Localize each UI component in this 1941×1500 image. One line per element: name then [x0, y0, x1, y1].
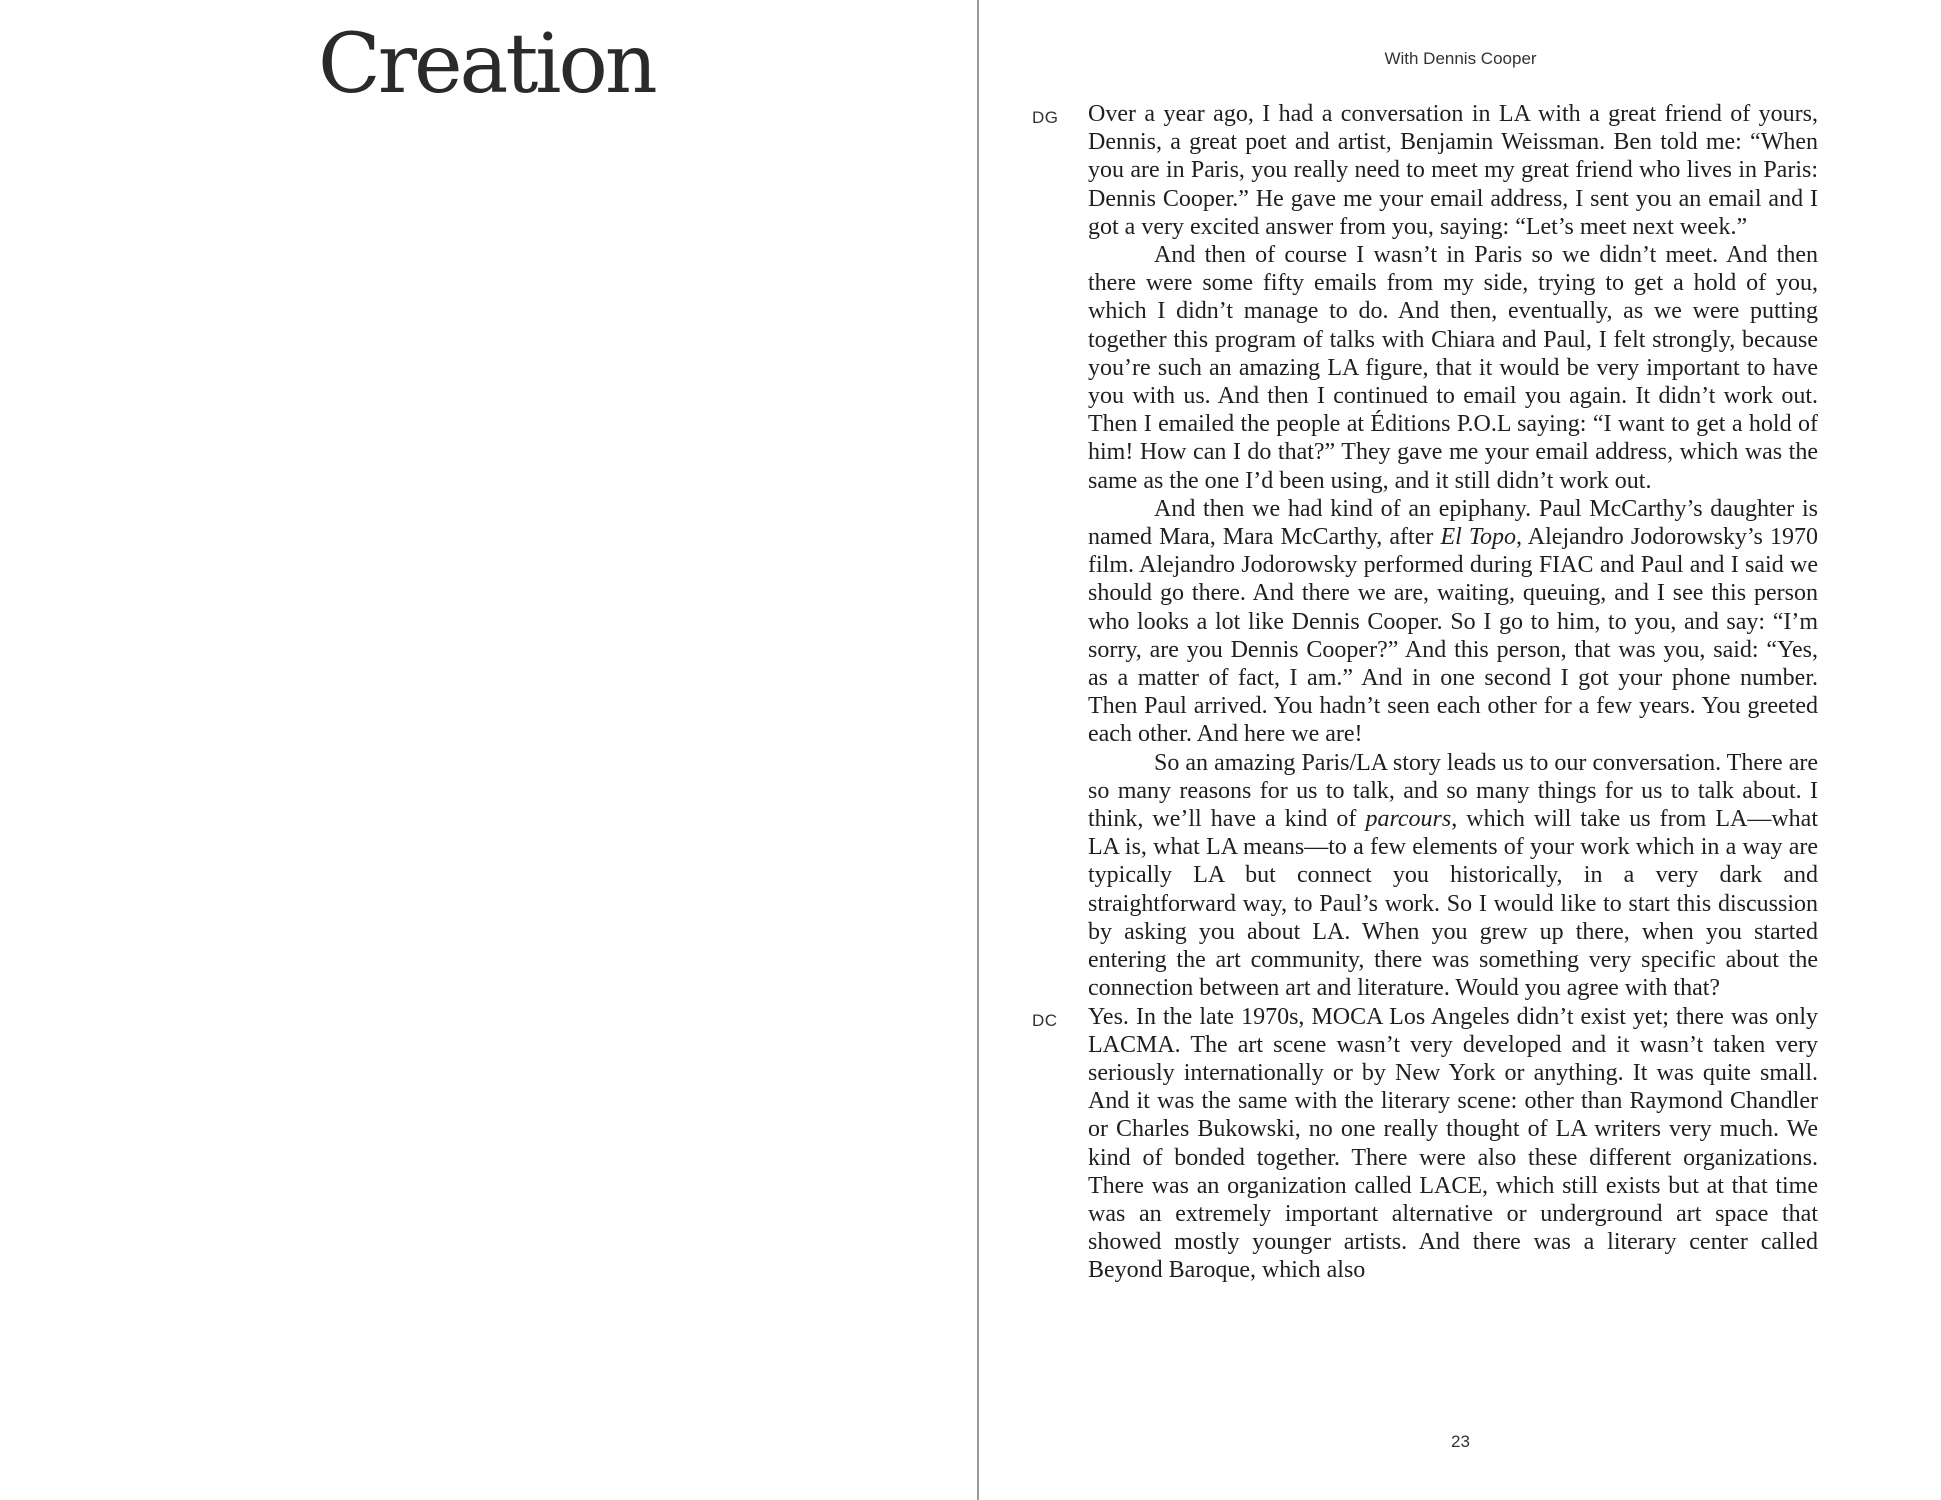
paragraph: [1088, 241, 1818, 495]
text-run: , which will take us from LA—what LA is, what LA means—to a few elements of your work which in a way are typically LA but connect you historically, in a very dark and straightforward way, to Paul’s work. So I would like to start this discussion by asking you about LA. When you grew up there, when you started entering the art community, there was something very specific about the connection between art and literature. Would you agree with that?: [1088, 806, 1818, 1002]
running-head: With Dennis Cooper: [1384, 49, 1537, 68]
italic-text-run: parcours: [1365, 806, 1452, 833]
text-run: Over a year ago, I had a conversation in LA with a great friend of yours, Dennis, a great poet and artist, Benjamin Weissman. Ben told me: “When you are in Paris, you really need to meet my great friend who lives in Paris: Dennis Cooper.” He gave me your email address, I sent you an email and I got a very excited answer from you, saying: “Let’s meet next week.”: [1088, 101, 1818, 240]
speech-block: [1032, 1003, 1818, 1285]
paragraph: [1088, 749, 1818, 1003]
paragraph: [1088, 495, 1818, 749]
text-run: Yes. In the late 1970s, MOCA Los Angeles didn’t exist yet; there was only LACMA. The art scene wasn’t very developed and it wasn’t taken very seriously internationally or by New York or anything. It was quite small. And it was the same with the literary scene: other than Raymond Chandler or Charles Bukowski, no one really thought of LA writers very much. We kind of bonded together. There were also these different organizations. There was an organization called LACE, which still exists but at that time was an extremely important alternative or underground art space that showed mostly younger artists. And there was a literary center called Beyond Baroque, which also: [1088, 1003, 1818, 1284]
speech-block: [1032, 100, 1818, 1003]
italic-text-run: El Topo: [1440, 524, 1517, 551]
speaker-initials: DC: [1032, 1010, 1058, 1030]
text-run: So an amazing Paris/LA story leads us to our conversation. There are so many reasons for us to talk, and so many things for us to talk about. I think, we’ll have a kind of: [1088, 749, 1818, 833]
text-run: And then of course I wasn’t in Paris so we didn’t meet. And then there were some fifty emails from my side, trying to get a hold of you, which I didn’t manage to do. And then, eventually, as we were putting together this program of talks with Chiara and Paul, I felt strongly, because you’re such an amazing LA figure, that it would be very important to have you with us. And then I continued to email you again. It didn’t work out. Then I emailed the people at Éditions P.O.L saying: “I want to get a hold of him! How can I do that?” They gave me your email address, which was the same as the one I’d been using, and it still didn’t work out.: [1088, 242, 1818, 494]
page-number: 23: [1451, 1432, 1470, 1451]
paragraph: [1088, 100, 1818, 241]
text-run: , Alejandro Jodorowsky’s 1970 film. Alejandro Jodorowsky performed during FIAC and Paul and I said we should go there. And there we are, waiting, queuing, and I see this person who looks a lot like Dennis Cooper. So I go to him, to you, and say: “I’m sorry, are you Dennis Cooper?” And this person, that was you, said: “Yes, as a matter of fact, I am.” And in one second I got your phone number. Then Paul arrived. You hadn’t seen each other for a few years. You greeted each other. And here we are!: [1088, 524, 1818, 748]
text-run: And then we had kind of an epiphany. Paul McCarthy’s daughter is named Mara, Mara McCarthy, after: [1088, 495, 1818, 551]
speaker-initials: DG: [1032, 108, 1059, 127]
right-page: [980, 0, 1941, 1500]
chapter-title: Creation: [318, 17, 655, 112]
paragraph: [1088, 1003, 1818, 1285]
interview-text: [1032, 100, 1818, 1285]
page-gutter-divider: [977, 0, 979, 1500]
